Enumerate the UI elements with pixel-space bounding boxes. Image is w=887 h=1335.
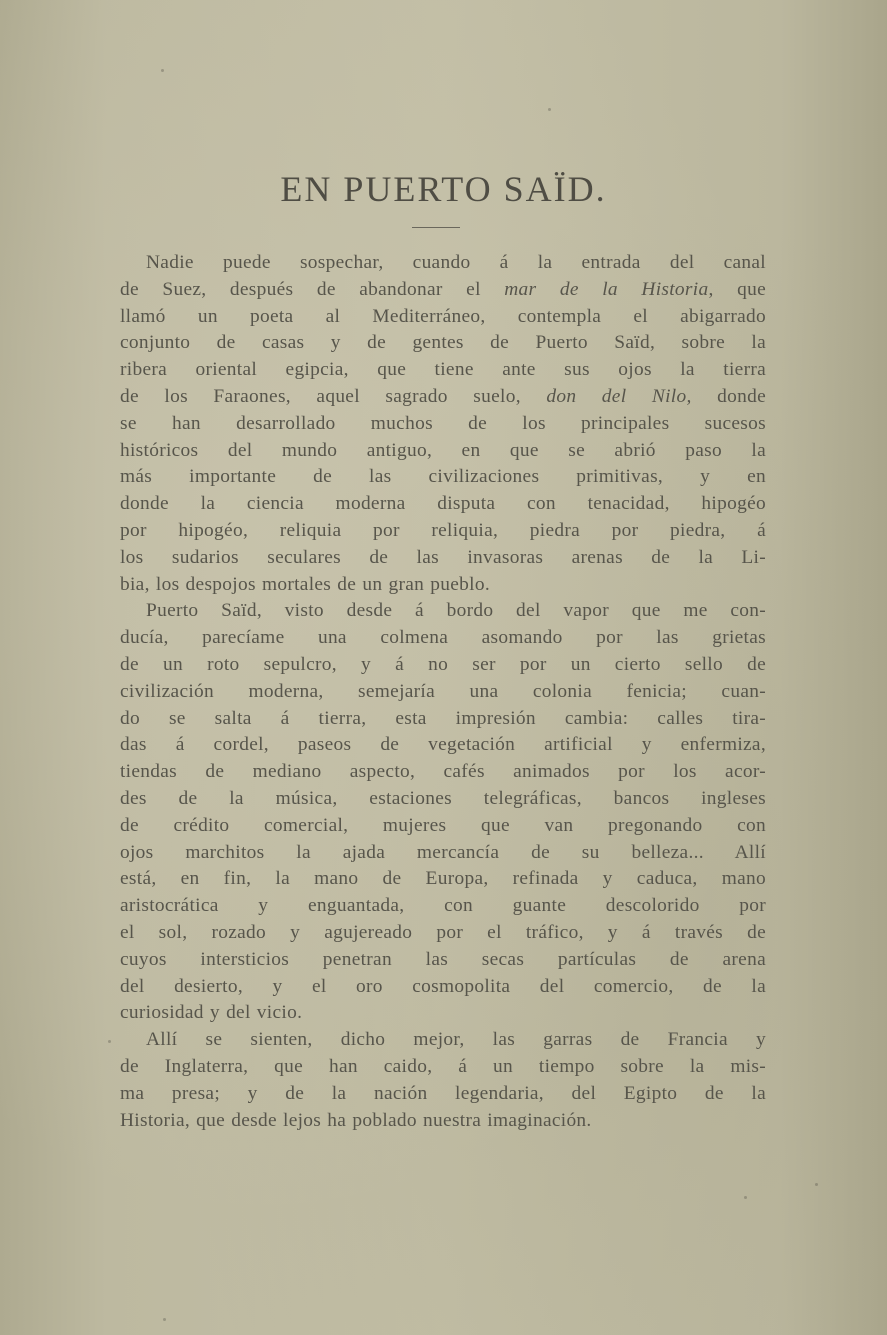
text-line: se han desarrollado muchos de los principales sucesos — [120, 412, 766, 434]
paper-speck — [744, 1196, 747, 1199]
text-line: des de la música, estaciones telegráficas, bancos ingleses — [120, 787, 766, 809]
text-line: ducía, parecíame una colmena asomando por las grietas — [120, 627, 766, 649]
text-line: Puerto Saïd, visto desde á bordo del vapor que me con- — [146, 600, 766, 622]
paper-speck — [161, 69, 164, 72]
text-line: tiendas de mediano aspecto, cafés animados por los acor- — [120, 761, 766, 783]
text-line: por hipogéo, reliquia por reliquia, piedra por piedra, á — [120, 519, 766, 541]
paper-speck — [548, 108, 551, 111]
text-line: históricos del mundo antiguo, en que se abrió paso la — [120, 439, 766, 461]
text-line: do se salta á tierra, esta impresión cambia: calles tira- — [120, 707, 766, 729]
text-line: de Inglaterra, que han caido, á un tiempo sobre la mis- — [120, 1055, 766, 1077]
text-line: Allí se sienten, dicho mejor, las garras de Francia y — [146, 1029, 766, 1051]
text-line: Historia, que desde lejos ha poblado nuestra imaginación. — [120, 1109, 592, 1131]
paper-speck — [108, 1040, 111, 1043]
text-line: ojos marchitos la ajada mercancía de su belleza... Allí — [120, 841, 766, 863]
text-line: donde la ciencia moderna disputa con tenacidad, hipogéo — [120, 493, 766, 515]
text-line: de un roto sepulcro, y á no ser por un cierto sello de — [120, 653, 766, 675]
paper-speck — [815, 1183, 818, 1186]
text-line: el sol, rozado y agujereado por el tráfico, y á través de — [120, 921, 766, 943]
italic-phrase: mar de la Historia — [504, 278, 709, 300]
text-line: ma presa; y de la nación legendaria, del Egipto de la — [120, 1082, 766, 1104]
text-line: los sudarios seculares de las invasoras arenas de la Li- — [120, 546, 766, 568]
text-line: conjunto de casas y de gentes de Puerto Saïd, sobre la — [120, 332, 766, 354]
text-line: del desierto, y el oro cosmopolita del comercio, de la — [120, 975, 766, 997]
chapter-title: EN PUERTO SAÏD. — [280, 169, 607, 209]
text-line: Nadie puede sospechar, cuando á la entrada del canal — [146, 252, 766, 273]
paper-speck — [163, 1318, 166, 1321]
text-line: de Suez, después de abandonar el mar de la Historia, que — [120, 278, 766, 300]
text-line: ribera oriental egipcia, que tiene ante sus ojos la tierra — [120, 359, 766, 381]
paragraph — [120, 250, 766, 598]
italic-phrase: don del Nilo, — [546, 385, 692, 407]
text-line: das á cordel, paseos de vegetación artificial y enfermiza, — [120, 734, 766, 756]
paragraph — [120, 598, 766, 1027]
chapter-body — [120, 250, 766, 1134]
text-line: cuyos intersticios penetran las secas partículas de arena — [120, 948, 766, 970]
paragraph — [120, 1027, 766, 1134]
text-line: curiosidad y del vicio. — [120, 1002, 303, 1024]
text-line: más importante de las civilizaciones primitivas, y en — [120, 466, 766, 488]
text-line: aristocrática y enguantada, con guante descolorido por — [120, 895, 766, 917]
text-line: de crédito comercial, mujeres que van pregonando con — [120, 814, 766, 836]
text-line: civilización moderna, semejaría una colonia fenicia; cuan- — [120, 680, 766, 702]
text-line: bia, los despojos mortales de un gran pueblo. — [120, 573, 491, 595]
title-divider — [412, 227, 460, 228]
text-line: está, en fin, la mano de Europa, refinada y caduca, mano — [120, 868, 766, 890]
text-line: de los Faraones, aquel sagrado suelo, don del Nilo, donde — [120, 385, 766, 407]
text-line: llamó un poeta al Mediterráneo, contempla el abigarrado — [120, 305, 766, 327]
